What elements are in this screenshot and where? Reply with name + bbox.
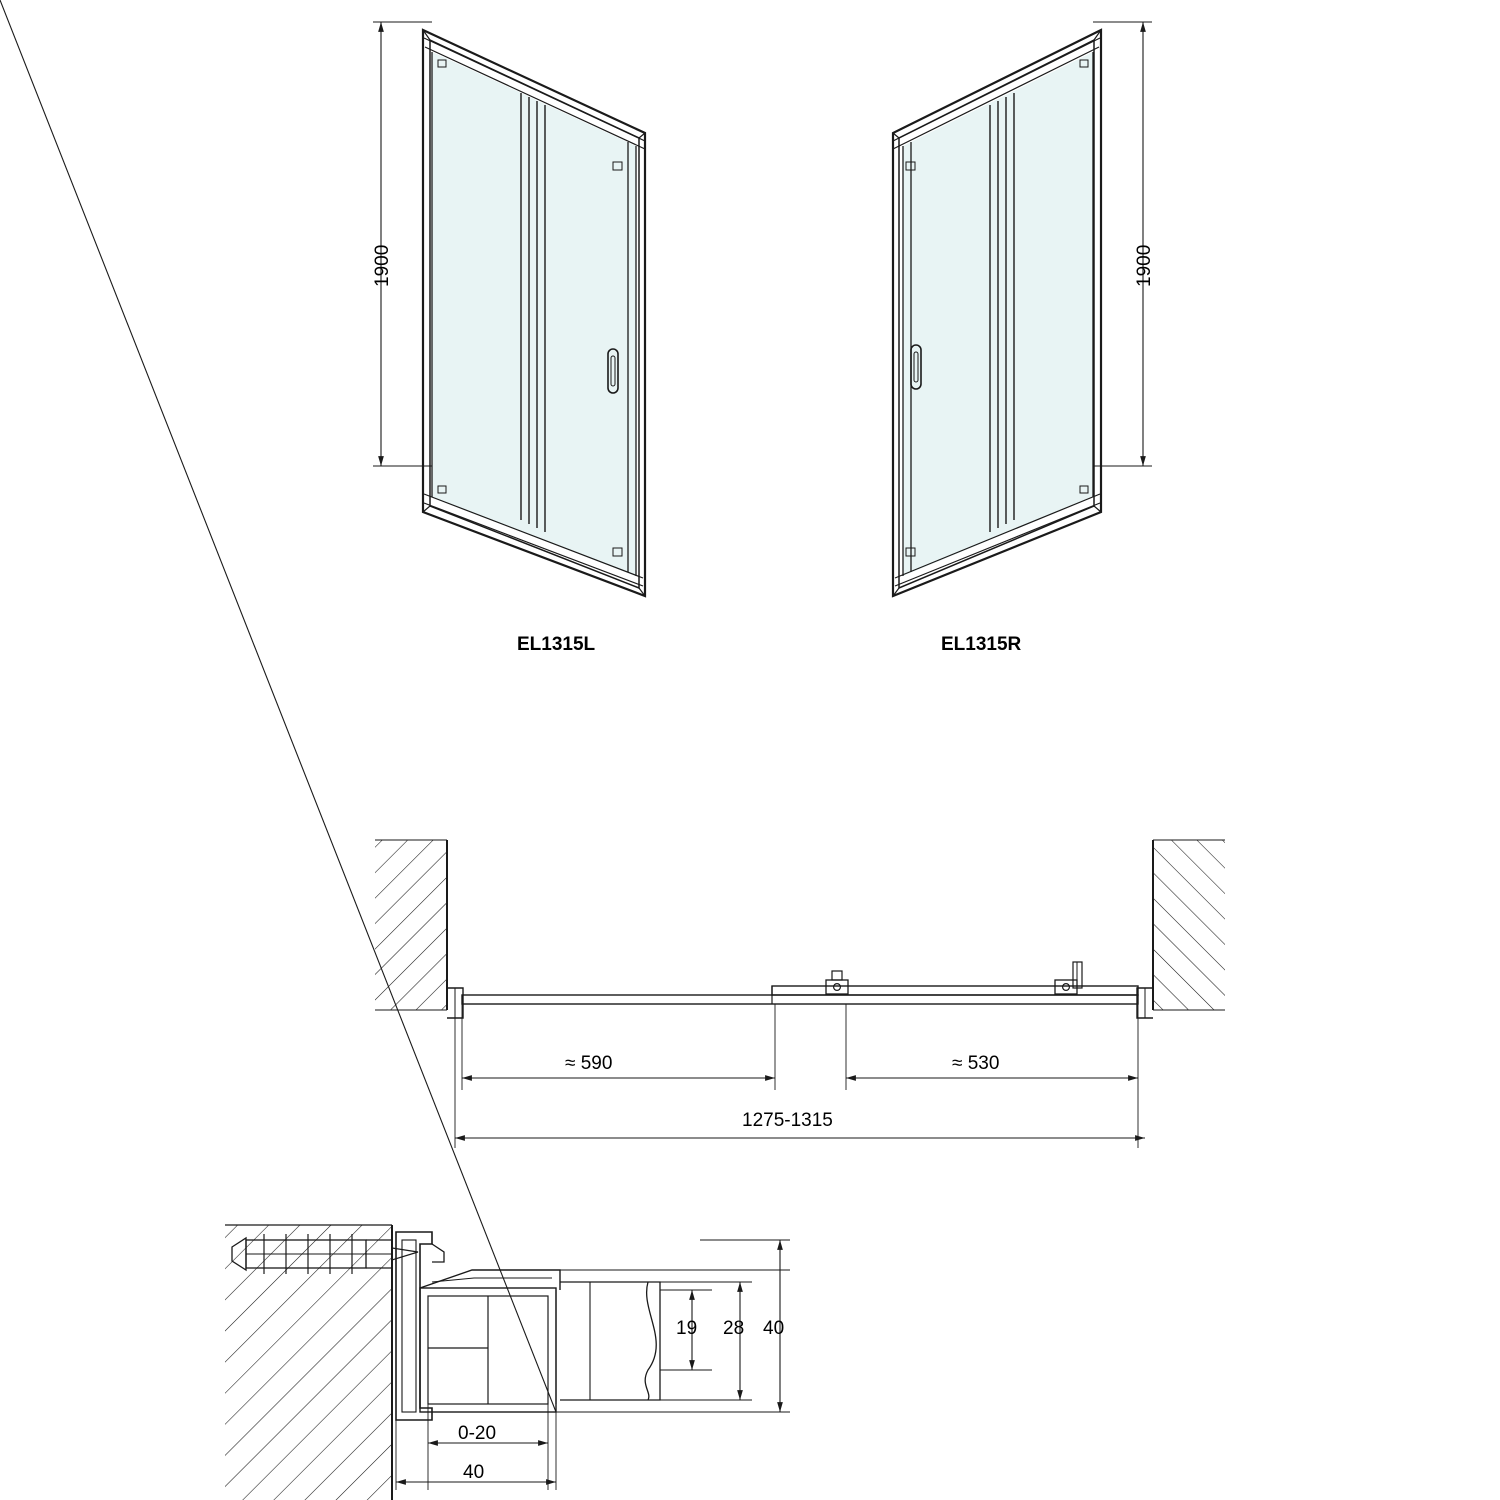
right-model-label: EL1315R [941,634,1022,655]
plan-dim-590-label: ≈ 590 [565,1053,613,1074]
left-door-elevation [373,22,645,596]
right-height-dimension-label: 1900 [1134,244,1155,287]
plan-fittings [826,962,1082,994]
detail-dim-40-right-label: 40 [763,1318,785,1339]
detail-dim-19-label: 19 [676,1318,698,1339]
plan-dim-530-label: ≈ 530 [952,1053,1000,1074]
plan-section-view [375,840,1225,1148]
detail-dim-40-label: 40 [463,1462,485,1483]
plan-overall-width-label: 1275-1315 [742,1110,833,1131]
left-model-label: EL1315L [517,634,596,655]
left-height-dimension-label: 1900 [372,244,393,287]
wall-anchor-screw [232,1234,418,1274]
right-door-elevation [893,22,1152,596]
detail-dim-28-label: 28 [723,1318,745,1339]
detail-dim-0-20-label: 0-20 [458,1423,497,1444]
